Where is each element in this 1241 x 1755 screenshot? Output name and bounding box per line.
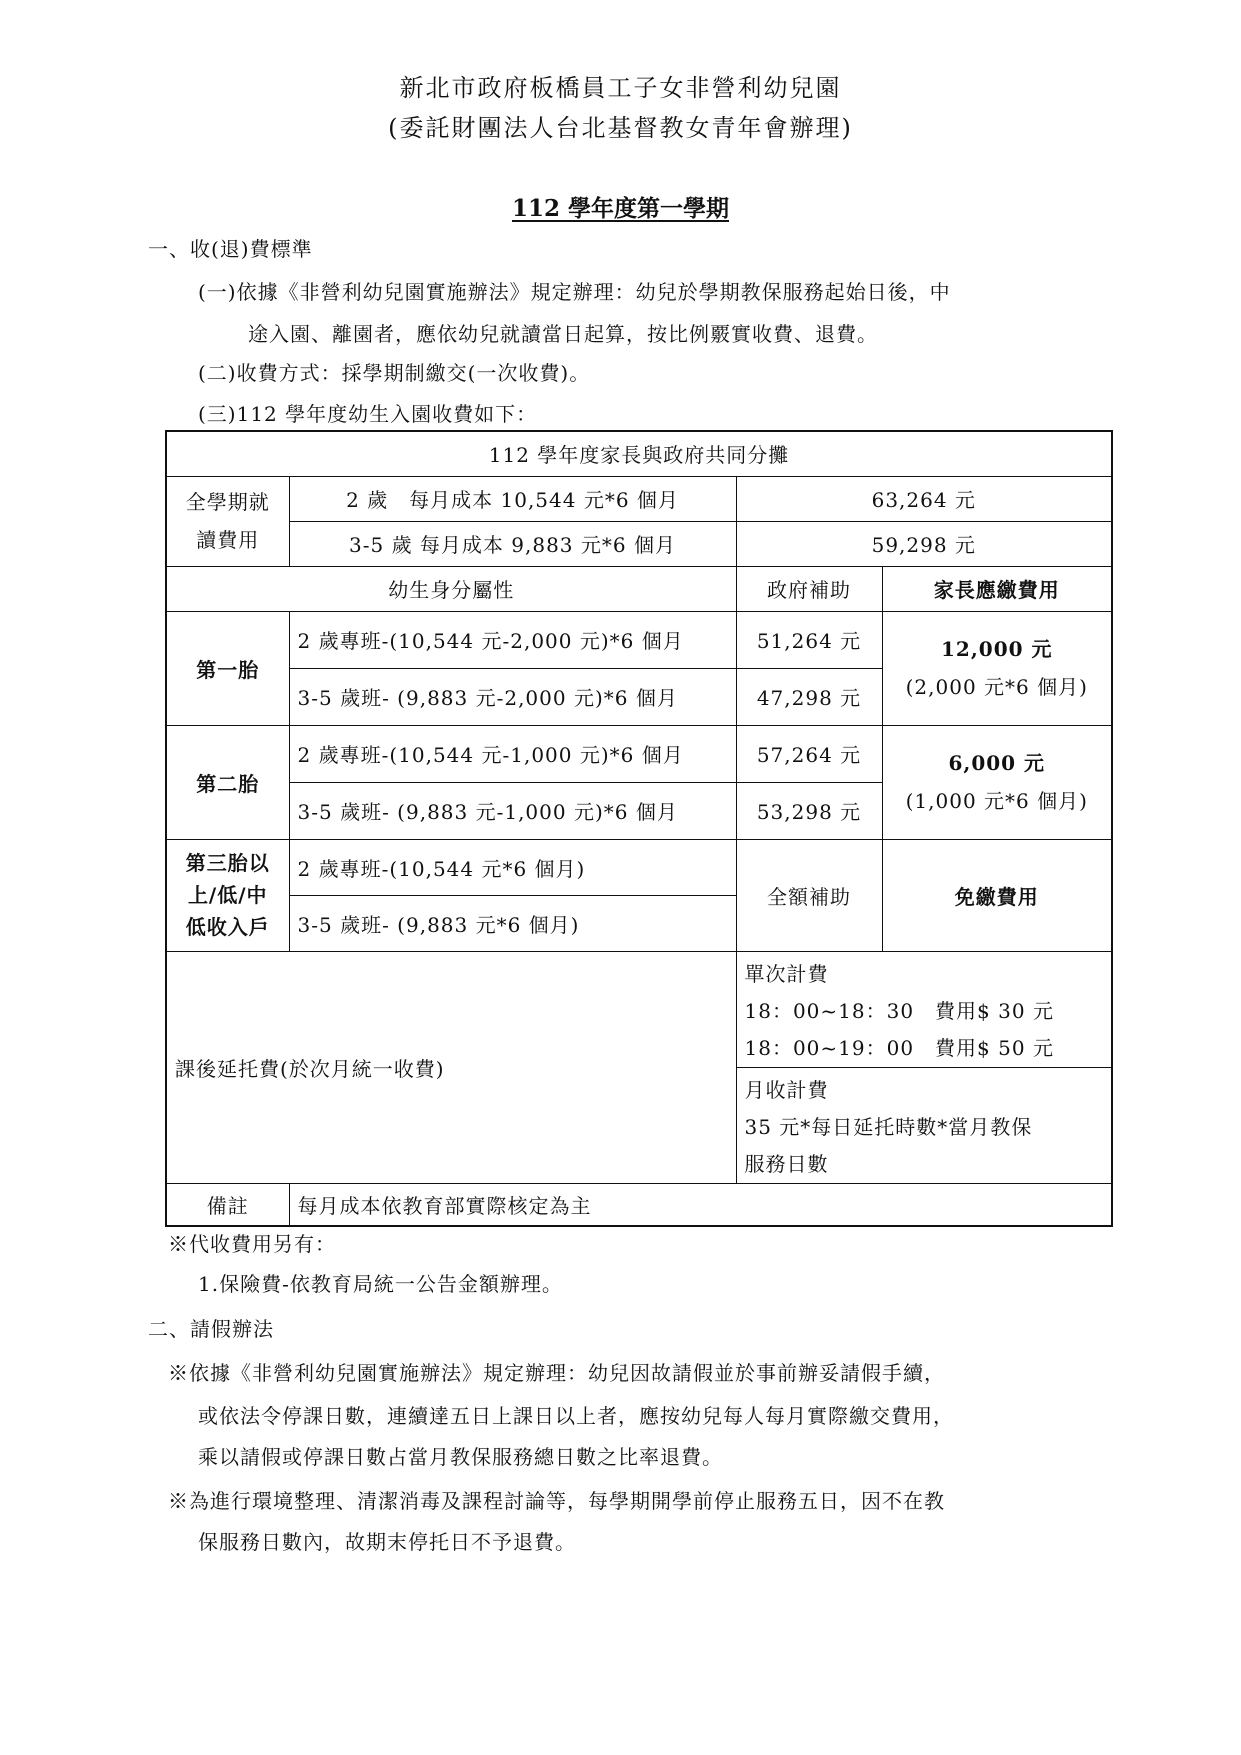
first-child-desc-2yr: 2 歲專班-(10,544 元-2,000 元)*6 個月 xyxy=(289,611,736,668)
section1-item3: (三)112 學年度幼生入園收費如下： xyxy=(198,402,538,426)
organization-operator: (委託財團法人台北基督教女青年會辦理) xyxy=(388,114,853,142)
after-school-label: 課後延托費(於次月統一收費) xyxy=(166,951,736,1183)
third-child-parent: 免繳費用 xyxy=(882,839,1112,951)
after-school-monthly: 月收計費 35 元*每日延托時數*當月教保 服務日數 xyxy=(736,1067,1112,1183)
section2-p1-line1: ※依據《非營利幼兒園實施辦法》規定辦理：幼兒因故請假並於事前辦妥請假手續， xyxy=(168,1361,945,1385)
col-gov-header: 政府補助 xyxy=(736,566,882,611)
section2-p2-line2: 保服務日數內，故期末停托日不予退費。 xyxy=(198,1530,576,1554)
after-school-single: 單次計費 18：00~18：30 費用$ 30 元 18：00~19：00 費用$ 50 元 xyxy=(736,951,1112,1067)
full-term-label: 全學期就 讀費用 xyxy=(166,476,289,566)
first-child-desc-3to5yr: 3-5 歲班- (9,883 元-2,000 元)*6 個月 xyxy=(289,668,736,725)
section2-p1-line2: 或依法令停課日數，連續達五日上課日以上者，應按幼兒每人每月實際繳交費用， xyxy=(198,1404,954,1428)
section2-heading: 二、請假辦法 xyxy=(148,1317,274,1341)
organization-name: 新北市政府板橋員工子女非營利幼兒園 xyxy=(399,74,842,102)
section2-p1-line3: 乘以請假或停課日數占當月教保服務總日數之比率退費。 xyxy=(198,1445,723,1469)
table-title: 112 學年度家長與政府共同分攤 xyxy=(166,431,1112,476)
second-child-gov-3to5yr: 53,298 元 xyxy=(736,782,882,839)
section1-item1-line2: 途入園、離園者，應依幼兒就讀當日起算，按比例覈實收費、退費。 xyxy=(248,322,878,346)
section1-item1-line1: (一)依據《非營利幼兒園實施辦法》規定辦理：幼兒於學期教保服務起始日後，中 xyxy=(198,280,951,304)
fee-table xyxy=(165,430,1113,1227)
section1-heading: 一、收(退)費標準 xyxy=(148,237,313,261)
full-term-amount-2yr: 63,264 元 xyxy=(736,476,1112,521)
first-child-label: 第一胎 xyxy=(166,611,289,725)
section2-p2-line1: ※為進行環境整理、清潔消毒及課程討論等，每學期開學前停止服務五日，因不在教 xyxy=(168,1489,945,1513)
term-title: 112 學年度第一學期 xyxy=(511,195,730,222)
second-child-desc-3to5yr: 3-5 歲班- (9,883 元-1,000 元)*6 個月 xyxy=(289,782,736,839)
second-child-gov-2yr: 57,264 元 xyxy=(736,725,882,782)
note-text: 每月成本依教育部實際核定為主 xyxy=(289,1183,1112,1226)
third-child-desc-3to5yr: 3-5 歲班- (9,883 元*6 個月) xyxy=(289,895,736,951)
section1-item2: (二)收費方式：採學期制繳交(一次收費)。 xyxy=(198,361,591,385)
note-label: 備註 xyxy=(166,1183,289,1226)
first-child-parent-fee: 12,000 元 (2,000 元*6 個月) xyxy=(882,611,1112,725)
col-identity-header: 幼生身分屬性 xyxy=(166,566,736,611)
full-term-desc-3to5yr: 3-5 歲 每月成本 9,883 元*6 個月 xyxy=(289,521,736,566)
first-child-gov-3to5yr: 47,298 元 xyxy=(736,668,882,725)
full-term-amount-3to5yr: 59,298 元 xyxy=(736,521,1112,566)
first-child-gov-2yr: 51,264 元 xyxy=(736,611,882,668)
agency-fees-item1: 1.保險費-依教育局統一公告金額辦理。 xyxy=(198,1272,563,1296)
third-child-label: 第三胎以 上/低/中 低收入戶 xyxy=(166,839,289,951)
second-child-parent-fee: 6,000 元 (1,000 元*6 個月) xyxy=(882,725,1112,839)
second-child-label: 第二胎 xyxy=(166,725,289,839)
third-child-gov: 全額補助 xyxy=(736,839,882,951)
third-child-desc-2yr: 2 歲專班-(10,544 元*6 個月) xyxy=(289,839,736,895)
agency-fees-heading: ※代收費用另有： xyxy=(168,1232,336,1256)
second-child-desc-2yr: 2 歲專班-(10,544 元-1,000 元)*6 個月 xyxy=(289,725,736,782)
col-parent-header: 家長應繳費用 xyxy=(882,566,1112,611)
full-term-desc-2yr: 2 歲 每月成本 10,544 元*6 個月 xyxy=(289,476,736,521)
